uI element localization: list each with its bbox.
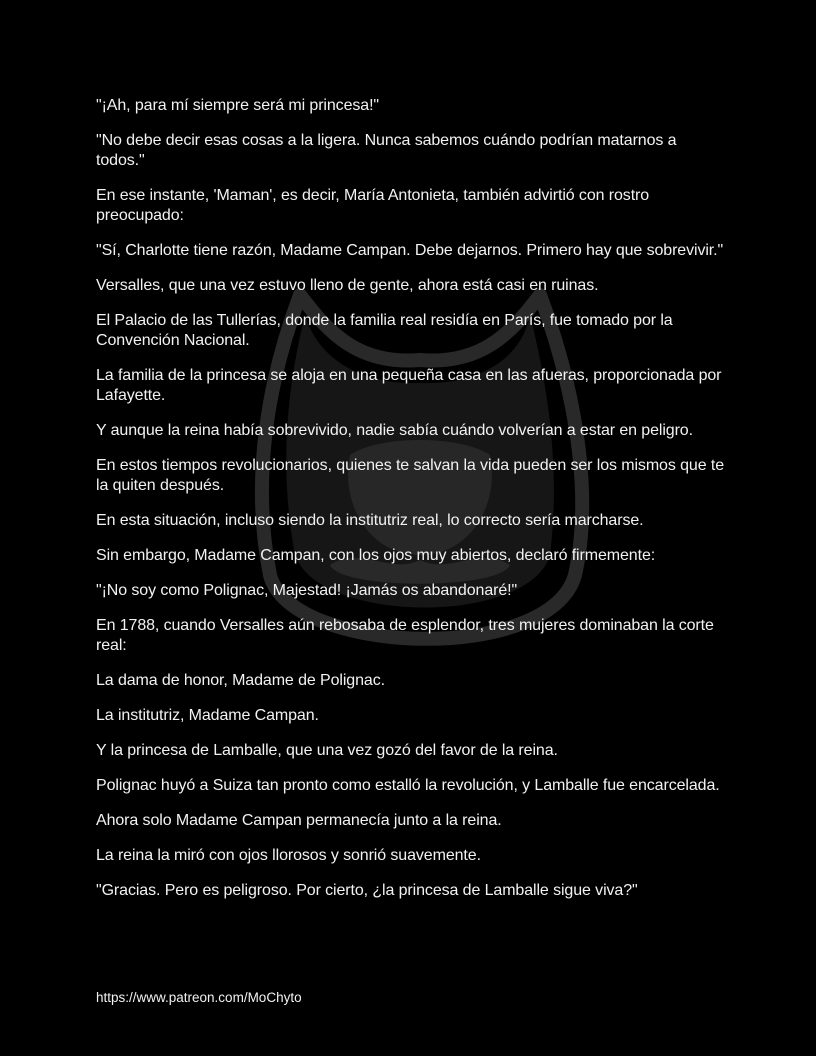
paragraph: "¡Ah, para mí siempre será mi princesa!" (96, 97, 380, 114)
paragraph: Ahora solo Madame Campan permanecía junto a la reina. (96, 812, 502, 829)
document-body (96, 96, 724, 916)
paragraph: La institutriz, Madame Campan. (96, 707, 319, 724)
paragraph: Y la princesa de Lamballe, que una vez gozó del favor de la reina. (96, 742, 558, 759)
paragraph: "No debe decir esas cosas a la ligera. Nunca sabemos cuándo podrían matarnos a todos." (96, 132, 677, 169)
paragraph: "¡No soy como Polignac, Majestad! ¡Jamás os abandonaré!" (96, 582, 518, 599)
paragraph: La dama de honor, Madame de Polignac. (96, 672, 385, 689)
paragraph: Y aunque la reina había sobrevivido, nadie sabía cuándo volverían a estar en peligro. (96, 422, 693, 439)
paragraph: Polignac huyó a Suiza tan pronto como estalló la revolución, y Lamballe fue encarcelada. (96, 777, 720, 794)
paragraph: "Sí, Charlotte tiene razón, Madame Campan. Debe dejarnos. Primero hay que sobrevivir." (96, 242, 724, 259)
patreon-link[interactable]: https://www.patreon.com/MoChyto (96, 990, 302, 1005)
paragraph: En 1788, cuando Versalles aún rebosaba de esplendor, tres mujeres dominaban la corte real: (96, 617, 714, 654)
paragraph: La reina la miró con ojos llorosos y sonrió suavemente. (96, 847, 481, 864)
paragraph: En estos tiempos revolucionarios, quienes te salvan la vida pueden ser los mismos que te la quiten después. (96, 457, 724, 494)
paragraph: Versalles, que una vez estuvo lleno de gente, ahora está casi en ruinas. (96, 277, 599, 294)
paragraph: En esta situación, incluso siendo la institutriz real, lo correcto sería marcharse. (96, 512, 644, 529)
paragraph: La familia de la princesa se aloja en una pequeña casa en las afueras, proporcionada por Lafayette. (96, 367, 722, 404)
paragraph: El Palacio de las Tullerías, donde la familia real residía en París, fue tomado por la Convención Nacional. (96, 312, 673, 349)
paragraph: En ese instante, 'Maman', es decir, María Antonieta, también advirtió con rostro preocupado: (96, 187, 650, 224)
paragraph: Sin embargo, Madame Campan, con los ojos muy abiertos, declaró firmemente: (96, 547, 656, 564)
paragraph: "Gracias. Pero es peligroso. Por cierto, ¿la princesa de Lamballe sigue viva?" (96, 882, 638, 899)
